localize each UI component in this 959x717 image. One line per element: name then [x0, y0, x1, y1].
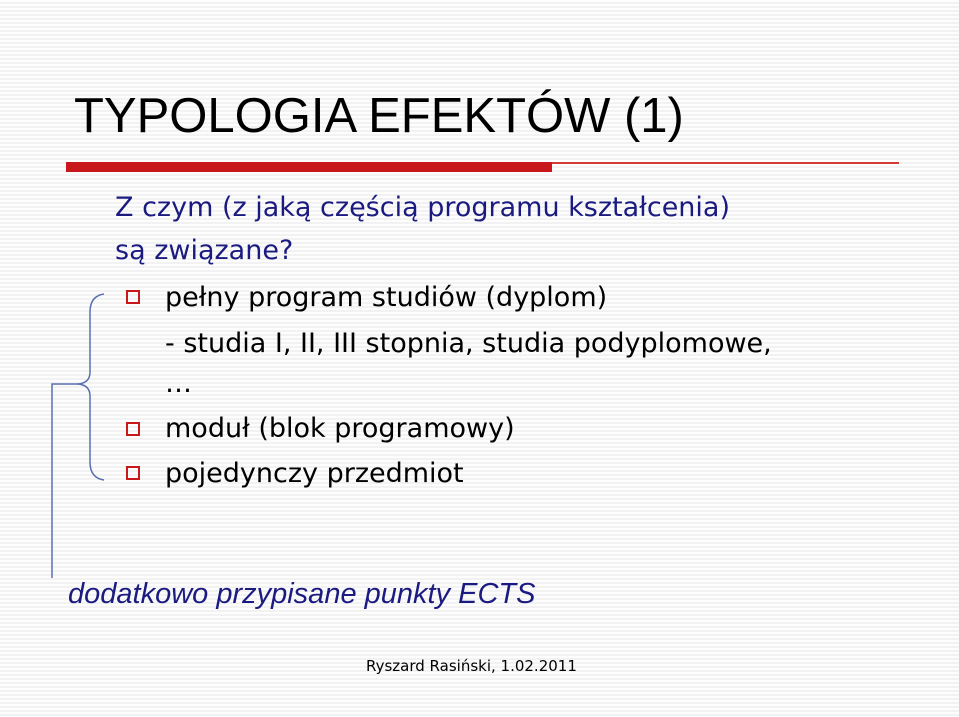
bullet-subtext-line-1: - studia I, II, III stopnia, studia podyplomowe, — [165, 328, 772, 359]
question-line-2: są związane? — [115, 235, 294, 266]
footer-author-date: Ryszard Rasiński, 1.02.2011 — [366, 657, 577, 675]
slide-title: TYPOLOGIA EFEKTÓW (1) — [74, 89, 684, 143]
bullet-item-single-course: pojedynczy przedmiot — [165, 458, 464, 489]
question-line-1: Z czym (z jaką częścią programu kształcenia) — [115, 192, 731, 223]
bullet-item-module: moduł (blok programowy) — [165, 413, 515, 444]
bullet-subtext-line-2: … — [165, 368, 192, 399]
ects-note: dodatkowo przypisane punkty ECTS — [68, 578, 536, 610]
bullet-item-full-program: pełny program studiów (dyplom) — [165, 282, 608, 313]
